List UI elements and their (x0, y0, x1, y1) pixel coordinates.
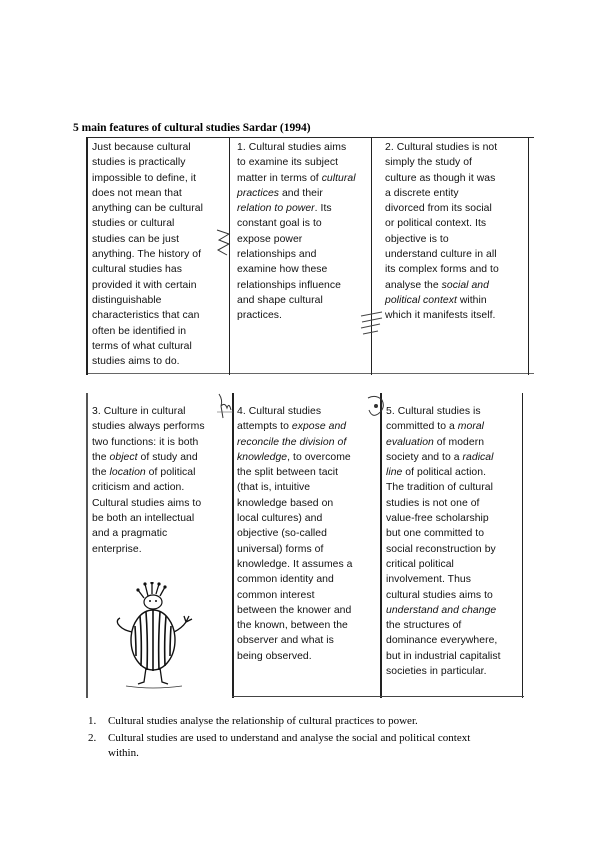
text-line: a discrete entity (385, 187, 459, 199)
text-line: be both an intellectual (92, 513, 195, 525)
text-line: provided it with certain (92, 279, 197, 291)
text-line: objective is to (385, 233, 449, 245)
text-line: local cultures) and (237, 513, 323, 525)
text-line: culture as though it was (385, 172, 496, 184)
text-line: simply the study of (385, 157, 472, 169)
text-line: (that is, intuitive (237, 482, 311, 494)
text-line: 4. Cultural studies (237, 406, 322, 417)
text-line: relationships and (237, 249, 317, 261)
text-line: Just because cultural (92, 142, 191, 153)
text-line: terms of what cultural (92, 340, 192, 352)
feature-4-text (237, 404, 383, 664)
intro-text-block (92, 140, 228, 369)
text-line: the location of political (92, 467, 196, 479)
summary-list (88, 714, 528, 761)
text-line: divorced from its social (385, 203, 492, 215)
text-line: observer and what is (237, 635, 334, 647)
text-line: expose power (237, 233, 303, 245)
text-line: understand and change (386, 604, 497, 616)
text-line: does not mean that (92, 187, 182, 199)
text-line: committed to a moral (386, 421, 485, 433)
text-line: relation to power. Its (237, 203, 332, 215)
list-item-text: Cultural studies are used to understand and analyse the social and political context (108, 732, 471, 744)
feature-5-text (386, 404, 526, 679)
text-line: common interest (237, 589, 315, 601)
text-line: reconcile the division of (237, 436, 347, 448)
text-line: practices and their (237, 187, 323, 199)
list-item-text: Cultural studies analyse the relationship of cultural practices to power. (108, 715, 418, 727)
text-line: studies can be just (92, 233, 180, 245)
text-line: societies in particular. (386, 666, 487, 678)
text-line: enterprise. (92, 543, 142, 555)
text-line: 1. Cultural studies aims (237, 142, 347, 153)
text-line: the known, between the (237, 620, 348, 632)
text-line: the structures of (386, 620, 462, 632)
text-line: critical political (386, 558, 454, 570)
text-line: evaluation of modern (386, 436, 485, 448)
text-line: society and to a radical (386, 451, 494, 463)
text-line: involvement. Thus (386, 574, 471, 586)
text-line: but one committed to (386, 528, 485, 540)
text-line: Cultural studies aims to (92, 497, 202, 509)
text-line: two functions: it is both (92, 436, 199, 448)
text-line: practices. (237, 310, 282, 322)
text-line: cultural studies aims to (386, 589, 493, 601)
text-line: and a pragmatic (92, 528, 168, 540)
text-line: dominance everywhere, (386, 635, 498, 647)
text-line: studies is not one of (386, 497, 480, 509)
text-line: objective (so-called (237, 528, 327, 540)
text-line: but in industrial capitalist (386, 650, 501, 662)
text-line: to examine its subject (237, 157, 339, 169)
text-line: attempts to expose and (237, 421, 347, 433)
text-line: which it manifests itself. (385, 310, 496, 322)
text-line: being observed. (237, 650, 312, 662)
text-line: impossible to define, it (92, 172, 197, 184)
text-line: value-free scholarship (386, 513, 489, 525)
text-line: 3. Culture in cultural (92, 406, 186, 417)
text-line: analyse the social and (385, 279, 489, 291)
text-line: the split between tacit (237, 467, 339, 479)
text-line: 2. Cultural studies is not (385, 142, 498, 153)
text-line: knowledge, to overcome (237, 451, 351, 463)
text-line: knowledge based on (237, 497, 334, 509)
text-line: studies is practically (92, 157, 186, 169)
text-line: often be identified in (92, 325, 187, 337)
feature-3-text (92, 404, 232, 557)
text-line: universal) forms of (237, 543, 324, 555)
feature-1-text (237, 140, 373, 324)
text-line: 5. Cultural studies is (386, 406, 481, 417)
text-line: the object of study and (92, 451, 198, 463)
feature-2-text (385, 140, 531, 324)
cartoon-figure-icon (112, 582, 202, 692)
text-line: its complex forms and to (385, 264, 499, 276)
text-line: line of political action. (386, 467, 487, 479)
text-line: common identity and (237, 574, 334, 586)
text-line: understand culture in all (385, 249, 497, 261)
text-line: studies aims to do. (92, 356, 180, 368)
text-line: studies or cultural (92, 218, 175, 230)
text-line: matter in terms of cultural (237, 172, 356, 184)
text-line: relationships influence (237, 279, 341, 291)
list-number: 1. (88, 715, 97, 727)
text-line: The tradition of cultural (386, 482, 493, 494)
text-line: constant goal is to (237, 218, 322, 230)
text-line: or political context. Its (385, 218, 487, 230)
text-line: social reconstruction by (386, 543, 496, 555)
text-line: characteristics that can (92, 310, 200, 322)
list-item (88, 731, 528, 761)
text-line: political context within (385, 294, 487, 306)
page-title: 5 main features of cultural studies Sardar (1994) (73, 122, 311, 134)
text-line: studies always performs (92, 421, 205, 433)
text-line: cultural studies has (92, 264, 182, 276)
text-line: knowledge. It assumes a (237, 558, 353, 570)
text-line: anything can be cultural (92, 203, 203, 215)
text-line: anything. The history of (92, 249, 202, 261)
text-line: examine how these (237, 264, 328, 276)
text-line: and shape cultural (237, 294, 323, 306)
list-number: 2. (88, 732, 97, 744)
text-line: between the knower and (237, 604, 352, 616)
text-line: distinguishable (92, 294, 162, 306)
list-item (88, 714, 528, 729)
list-item-continuation: within. (108, 747, 139, 759)
text-line: criticism and action. (92, 482, 185, 494)
